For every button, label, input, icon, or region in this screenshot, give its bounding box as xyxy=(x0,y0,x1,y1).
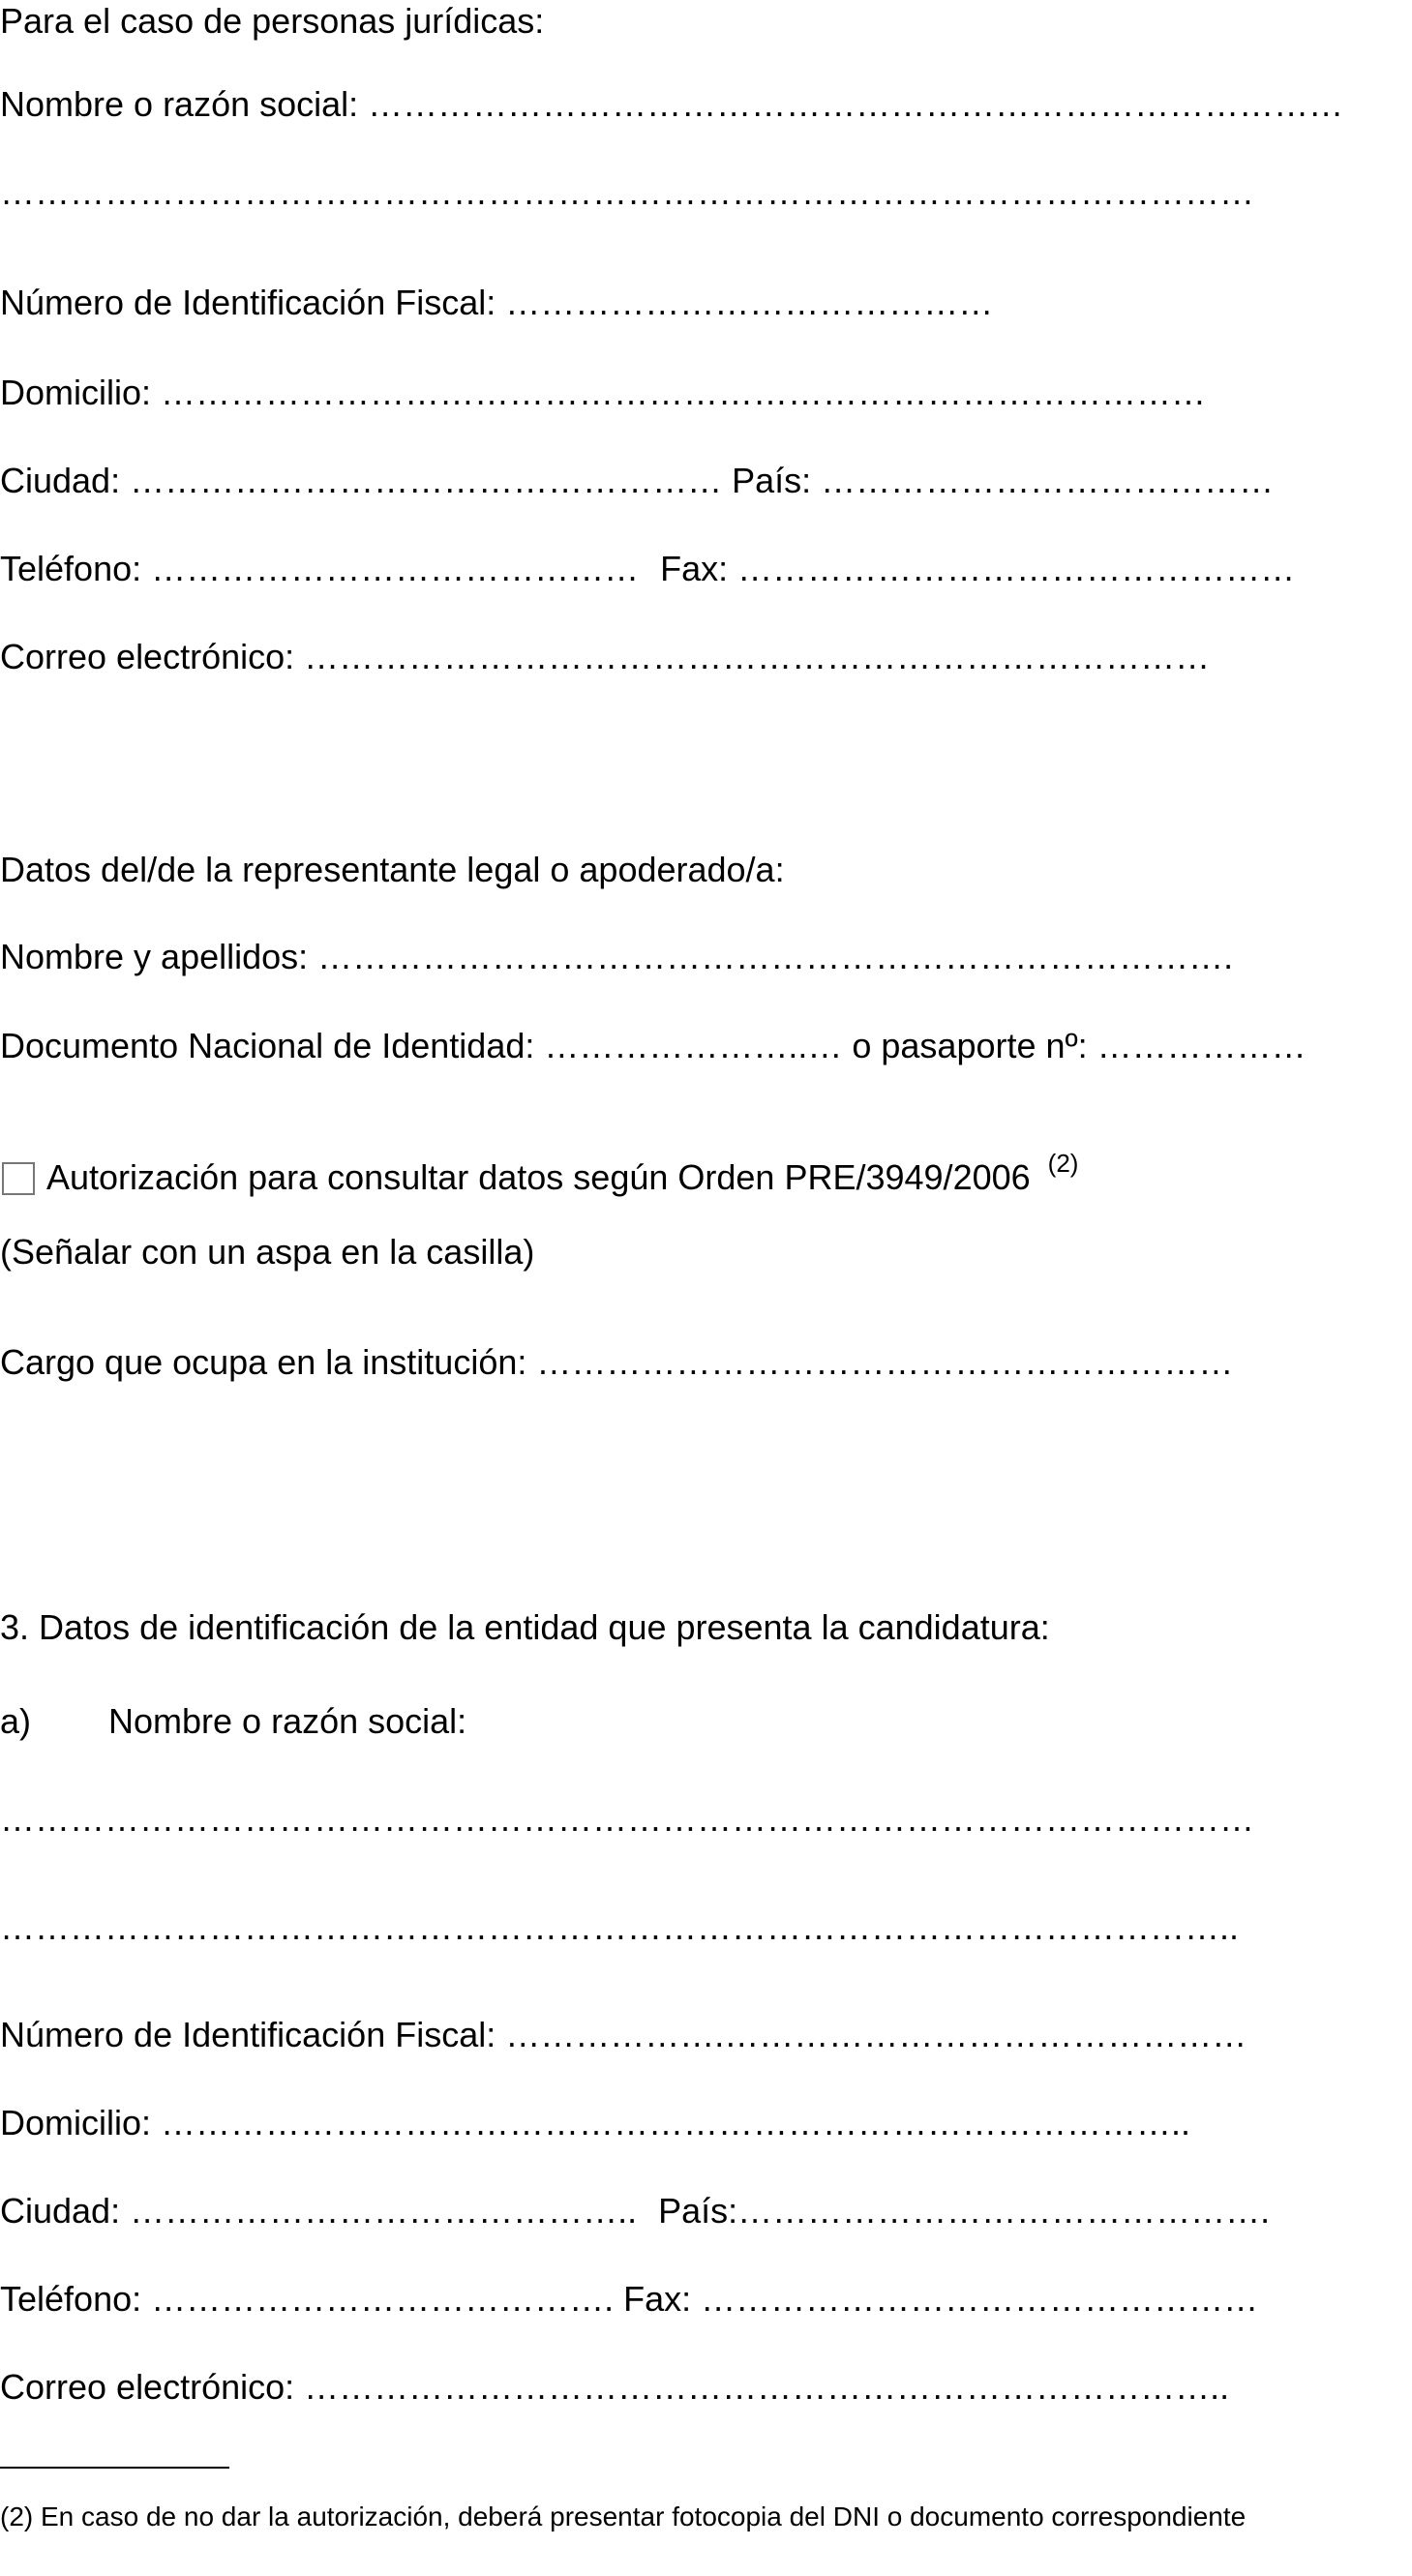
field-nif[interactable]: Número de Identificación Fiscal: …………………………………… xyxy=(0,283,994,322)
field-cargo[interactable]: Cargo que ocupa en la institución: …………………………………………………… xyxy=(0,1342,1234,1382)
field-entidad-domicilio[interactable]: Domicilio: …………………………………………………………………………….. xyxy=(0,2103,1191,2142)
field-entidad-telefono-fax[interactable]: Teléfono: …………………………………. Fax: ………………………………………… xyxy=(0,2279,1259,2319)
item-a-label: Nombre o razón social: xyxy=(108,1701,467,1741)
field-nombre-apellidos[interactable]: Nombre y apellidos: ……………………………………………………………………. xyxy=(0,937,1234,976)
field-entidad-dots-1[interactable]: ……………………………………………………………………………………………… xyxy=(0,1799,1254,1839)
autorizacion-row xyxy=(0,1142,1412,1199)
field-telefono[interactable]: Teléfono: …………………………………… xyxy=(0,549,640,588)
field-domicilio[interactable]: Domicilio: ……………………………………………………………………………… xyxy=(0,373,1207,412)
field-telefono-fax[interactable] xyxy=(0,548,1412,590)
field-entidad-pais[interactable]: País:………………………………………. xyxy=(658,2191,1271,2231)
field-nombre-razon-social[interactable]: Nombre o razón social: ………………………………………………………………………… xyxy=(0,84,1344,124)
field-dni-pasaporte[interactable]: Documento Nacional de Identidad: …………………..… o pasaporte nº: ……………… xyxy=(0,1026,1307,1065)
field-entidad-correo[interactable]: Correo electrónico: …………………………………………………………………….. xyxy=(0,2367,1230,2407)
field-fax[interactable]: Fax: ………………………………………… xyxy=(660,549,1296,588)
section-heading-personas-juridicas: Para el caso de personas jurídicas: xyxy=(0,1,545,41)
footnote-text: (2) En caso de no dar la autorización, deberá presentar fotocopia del DNI o documento correspondiente xyxy=(0,2501,1247,2531)
item-a-marker: a) xyxy=(0,1701,32,1741)
field-correo-electronico[interactable]: Correo electrónico: …………………………………………………………………… xyxy=(0,637,1211,676)
field-entidad-ciudad-pais[interactable] xyxy=(0,2190,1412,2232)
field-entidad-nif[interactable]: Número de Identificación Fiscal: ……………….……………………………………… xyxy=(0,2015,1247,2054)
field-nombre-razon-social-continuation[interactable]: ……………………………………………………………………………………………… xyxy=(0,172,1254,212)
section-heading-representante: Datos del/de la representante legal o apoderado/a: xyxy=(0,850,785,889)
item-a-row xyxy=(0,1700,1412,1743)
autorizacion-checkbox[interactable] xyxy=(2,1162,35,1195)
field-ciudad-pais[interactable]: Ciudad: …………………………………………… País: ………………………………… xyxy=(0,461,1275,500)
autorizacion-label: Autorización para consultar datos según Orden PRE/3949/2006 xyxy=(46,1157,1031,1197)
field-entidad-ciudad[interactable]: Ciudad: …………………………………….. xyxy=(0,2191,638,2231)
footnote-ref: (2) xyxy=(1047,1149,1079,1178)
footnote-rule xyxy=(0,2467,229,2469)
section-heading-entidad: 3. Datos de identificación de la entidad que presenta la candidatura: xyxy=(0,1607,1050,1647)
field-entidad-dots-2[interactable]: …………………………………………………………………………………………….. xyxy=(0,1907,1240,1947)
instruction-senalar: (Señalar con un aspa en la casilla) xyxy=(0,1232,535,1272)
